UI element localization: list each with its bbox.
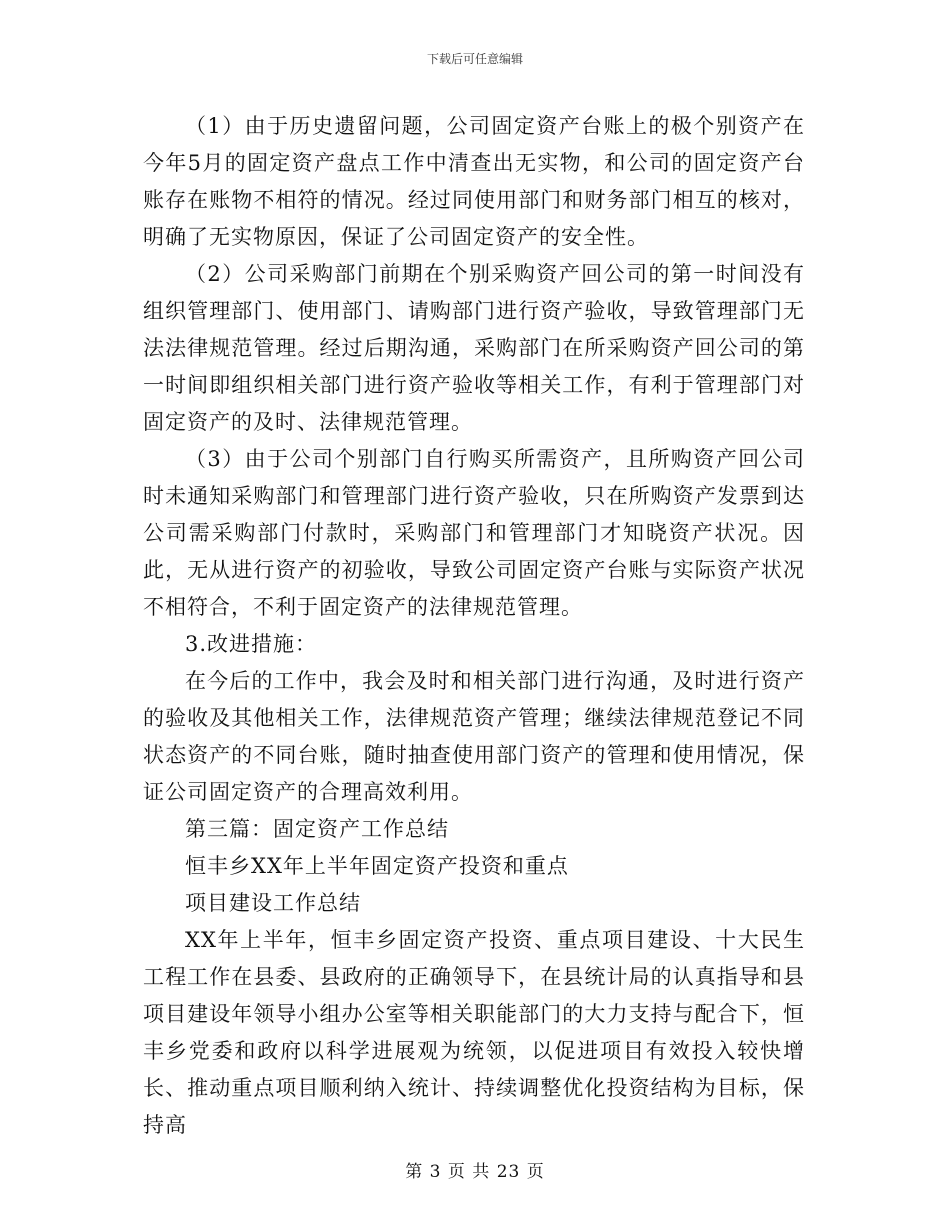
paragraph-improvements: 在今后的工作中，我会及时和相关部门进行沟通，及时进行资产的验收及其他相关工作，法律规范资产管理；继续法律规范登记不同状态资产的不同台账，随时抽查使用部门资产的管理和使用情况，保证公司固定资产的合理高效利用。 bbox=[143, 669, 805, 804]
paragraph-issue-3: （3）由于公司个别部门自行购买所需资产，且所购资产回公司时未通知采购部门和管理部门进行资产验收，只在所购资产发票到达公司需采购部门付款时，采购部门和管理部门才知晓资产状况。因此，无从进行资产的初验收，导致公司固定资产台账与实际资产状况不相符合，不利于固定资产的法律规范管理。 bbox=[143, 447, 805, 619]
paragraph-issue-1: （1）由于历史遗留问题，公司固定资产台账上的极个别资产在今年5月的固定资产盘点工作中清查出无实物，和公司的固定资产台账存在账物不相符的情况。经过同使用部门和财务部门相互的核对，明确了无实物原因，保证了公司固定资产的安全性。 bbox=[143, 114, 805, 249]
paragraph-issue-2: （2）公司采购部门前期在个别采购资产回公司的第一时间没有组织管理部门、使用部门、请购部门进行资产验收，导致管理部门无法法律规范管理。经过后期沟通，采购部门在所采购资产回公司的第一时间即组织相关部门进行资产验收等相关工作，有利于管理部门对固定资产的及时、法律规范管理。 bbox=[143, 262, 805, 434]
section-heading-improvements: 3.改进措施： bbox=[185, 632, 318, 656]
paragraph-summary: XX年上半年，恒丰乡固定资产投资、重点项目建设、十大民生工程工作在县委、县政府的正确领导下，在县统计局的认真指导和县项目建设年领导小组办公室等相关职能部门的大力支持与配合下，恒丰乡党委和政府以科学进展观为统领，以促进项目有效投入较快增长、推动重点项目顺利纳入统计、持续调整优化投资结构为目标，保持高 bbox=[143, 928, 805, 1137]
report-title-line-1: 恒丰乡XX年上半年固定资产投资和重点 bbox=[185, 854, 569, 878]
document-body bbox=[143, 108, 805, 1144]
chapter-title: 第三篇：固定资产工作总结 bbox=[185, 817, 449, 841]
report-title-line-2: 项目建设工作总结 bbox=[185, 891, 361, 915]
page-header-note: 下载后可任意编辑 bbox=[426, 52, 523, 66]
page-number: 第 3 页 共 23 页 bbox=[405, 1162, 545, 1182]
